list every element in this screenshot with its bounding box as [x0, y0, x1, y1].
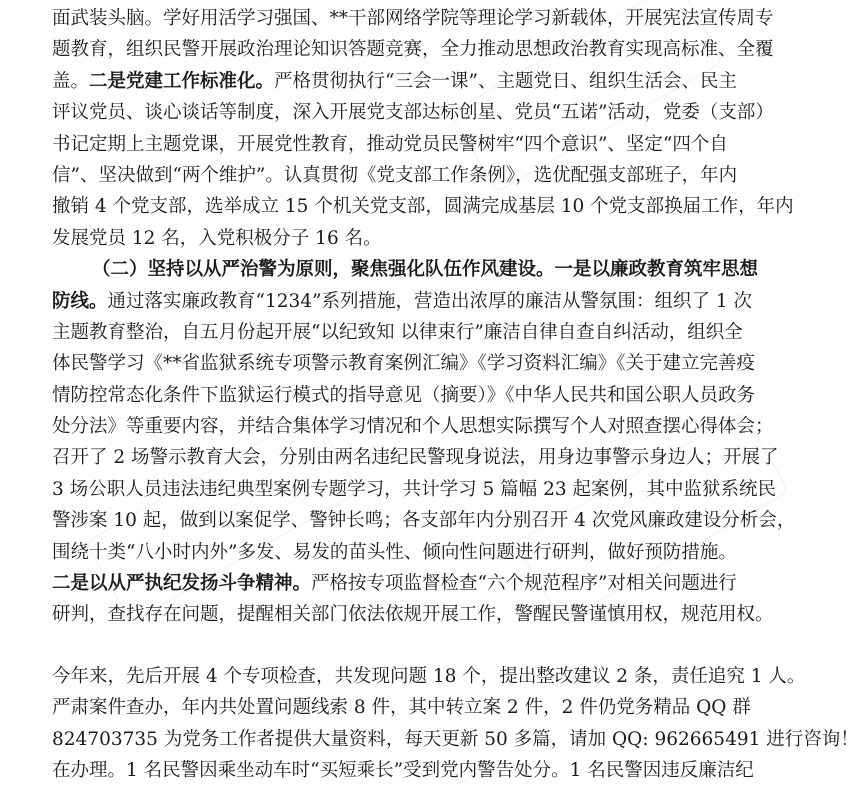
document-body-section-2: [52, 661, 859, 787]
body-text: 围绕十类“八小时内外”多发、易发的苗头性、倾向性问题进行研判，做好预防措施。: [52, 541, 737, 563]
text-line: [52, 254, 772, 285]
body-text: 情防控常态化条件下监狱运行模式的指导意见（摘要）》《中华人民共和国公职人员政务: [52, 384, 756, 406]
text-line: [52, 317, 772, 348]
text-line: [52, 3, 772, 34]
body-text: 体民警学习《**省监狱系统专项警示教育案例汇编》《学习资料汇编》《关于建立完善疫: [52, 353, 756, 375]
bold-heading-text: 二是党建工作标准化。: [89, 70, 275, 92]
text-line: [52, 97, 772, 128]
body-text: 面武装头脑。学好用活学习强国、**干部网络学院等理论学习新载体，开展宪法宣传周专: [52, 8, 774, 29]
body-text: 信”、坚决做到“两个维护”。认真贯彻《党支部工作条例》，选优配强支部班子，年内: [52, 164, 738, 186]
body-text: 严格贯彻执行“三会一课”、主题党日、组织生活会、民主: [274, 70, 737, 92]
body-text: 警涉案 10 起，做到以案促学、警钟长鸣；各支部年内分别召开 4 次党风廉政建设分析会，: [52, 510, 796, 532]
body-text: 通过落实廉政教育“1234”系列措施，营造出浓厚的廉洁从警氛围：组织了 1 次: [107, 290, 753, 312]
text-line: [52, 755, 772, 786]
body-text: 盖。: [52, 70, 90, 92]
text-line: [52, 537, 772, 568]
text-line: [52, 474, 776, 505]
body-text: 严格按专项监督检查“六个规范程序”对相关问题进行: [311, 573, 737, 595]
text-line: [52, 160, 772, 191]
text-line: [52, 568, 772, 599]
body-text: 撤销 4 个党支部，选举成立 15 个机关党支部，圆满完成基层 10 个党支部换届工作，年内: [52, 196, 794, 218]
bold-heading-text: 二是以从严执纪发扬斗争精神。: [52, 573, 312, 595]
text-line: [52, 348, 772, 379]
body-text: 今年来，先后开展 4 个专项检查，共发现问题 18 个，提出整改建议 2 条，责任追究 1 人。: [52, 666, 806, 687]
body-text: 3 场公职人员违法违纪典型案例专题学习，共计学习 5 篇幅 23 起案例，其中监狱系统民: [52, 478, 776, 500]
bold-heading-text: 防线。: [52, 290, 108, 312]
text-line: [52, 34, 772, 65]
text-line: [52, 599, 772, 630]
text-line: [52, 505, 796, 536]
text-line: [52, 411, 772, 442]
text-line: [52, 442, 779, 473]
body-text: 书记定期上主题党课，开展党性教育，推动党员民警树牢“四个意识”、坚定“四个自: [52, 133, 728, 155]
bold-heading-text: （二）坚持以从严治警为原则，聚焦强化队伍作风建设。一是以廉政教育筑牢思想: [92, 259, 759, 281]
text-line: [52, 129, 772, 160]
text-line: [52, 661, 806, 692]
body-text: 评议党员、谈心谈话等制度，深入开展党支部达标创星、党员“五诺”活动，党委（支部）: [52, 102, 774, 124]
text-line: [52, 223, 772, 254]
text-line: [52, 692, 772, 723]
text-line: [52, 380, 772, 411]
document-body-section-1: [52, 3, 796, 631]
body-text: 严肃案件查办，年内共处置问题线索 8 件，其中转立案 2 件，2 件仍党务精品 QQ 群: [52, 697, 751, 719]
text-line: [52, 66, 772, 97]
body-text: 召开了 2 场警示教育大会，分别由两名违纪民警现身说法，用身边事警示身边人；开展了: [52, 447, 779, 469]
body-text: 在办理。1 名民警因乘坐动车时“买短乘长”受到党内警告处分。1 名民警因违反廉洁纪: [52, 760, 754, 782]
body-text: 处分法》等重要内容，并结合集体学习情况和个人思想实际撰写个人对照查摆心得体会；: [52, 416, 774, 438]
body-text: 研判，查找存在问题，提醒相关部门依法依规开展工作，警醒民警谨慎用权，规范用权。: [52, 604, 774, 626]
text-line: [52, 191, 794, 222]
text-line: [52, 286, 772, 317]
body-text: 主题教育整治，自五月份起开展“以纪致知 以律束行”廉洁自律自查自纠活动，组织全: [52, 321, 743, 343]
text-line: [52, 724, 859, 755]
body-text: 题教育，组织民警开展政治理论知识答题竞赛，全力推动思想政治教育实现高标准、全覆: [52, 39, 774, 61]
body-text: 发展党员 12 名，入党积极分子 16 名。: [52, 227, 382, 249]
body-text: 824703735 为党务工作者提供大量资料，每天更新 50 多篇，请加 QQ: 962665491 进行咨询！: [52, 728, 859, 750]
